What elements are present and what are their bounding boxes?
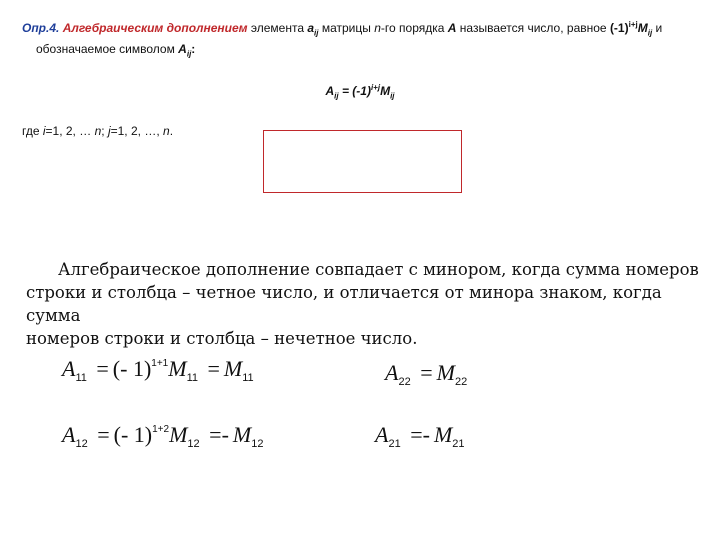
definition-text-denoted: обозначаемое символом: [36, 42, 175, 56]
definition-text-matrix: матрицы: [321, 21, 371, 35]
example-a22: $A_{22} = M_{22}$: [385, 360, 468, 388]
cofactor-symbol: $A_{ij}$: [178, 42, 192, 59]
example-a11: $A_{11}$ = (- $1)^{1+1}M_{11} = M_{11}$: [62, 356, 254, 384]
highlight-box: [263, 130, 462, 193]
definition-label: Опр.4.: [22, 21, 60, 35]
explanation-paragraph: [26, 258, 716, 350]
definition-block: Опр.4. Алгебраическим дополнением элемента $a_{ij}$ матрицы n-го порядка A называется число, равное $(-1)^{i+j}M_{ij}$ и обозначаемое символом $A_{ij}$:: [22, 20, 663, 59]
paragraph-line-2: строки и столбца – четное число, и отличается от минора знаком, когда сумма: [26, 283, 662, 325]
element-symbol: $a_{ij}$: [307, 21, 319, 38]
definition-term: Алгебраическим дополнением: [62, 21, 248, 35]
paragraph-line-3: номеров строки и столбца – нечетное число.: [26, 329, 418, 348]
example-a12: $A_{12}$ = (- $1)^{1+2}M_{12} =- M_{12}$: [62, 422, 264, 450]
example-a21: $A_{21} =- M_{21}$: [375, 422, 465, 450]
cofactor-formula: $A_{ij} = (-1)^{i+j}M_{ij}$: [325, 83, 395, 101]
minor-symbol: $M_{ij}$: [637, 21, 653, 38]
definition-text-order: -го порядка: [380, 21, 445, 35]
definition-text-called: называется число, равное: [459, 21, 607, 35]
index-range-note: где i=1, 2, … n; j=1, 2, …, n.: [22, 124, 174, 138]
paragraph-line-1: Алгебраическое дополнение совпадает с минором, когда сумма номеров: [58, 260, 699, 279]
definition-text-element: элемента: [250, 21, 305, 35]
matrix-symbol: A: [447, 21, 457, 35]
sign-factor: $(-1)^{i+j}$: [609, 20, 638, 35]
definition-text-and: и: [655, 21, 663, 35]
order-symbol: n: [374, 21, 381, 35]
